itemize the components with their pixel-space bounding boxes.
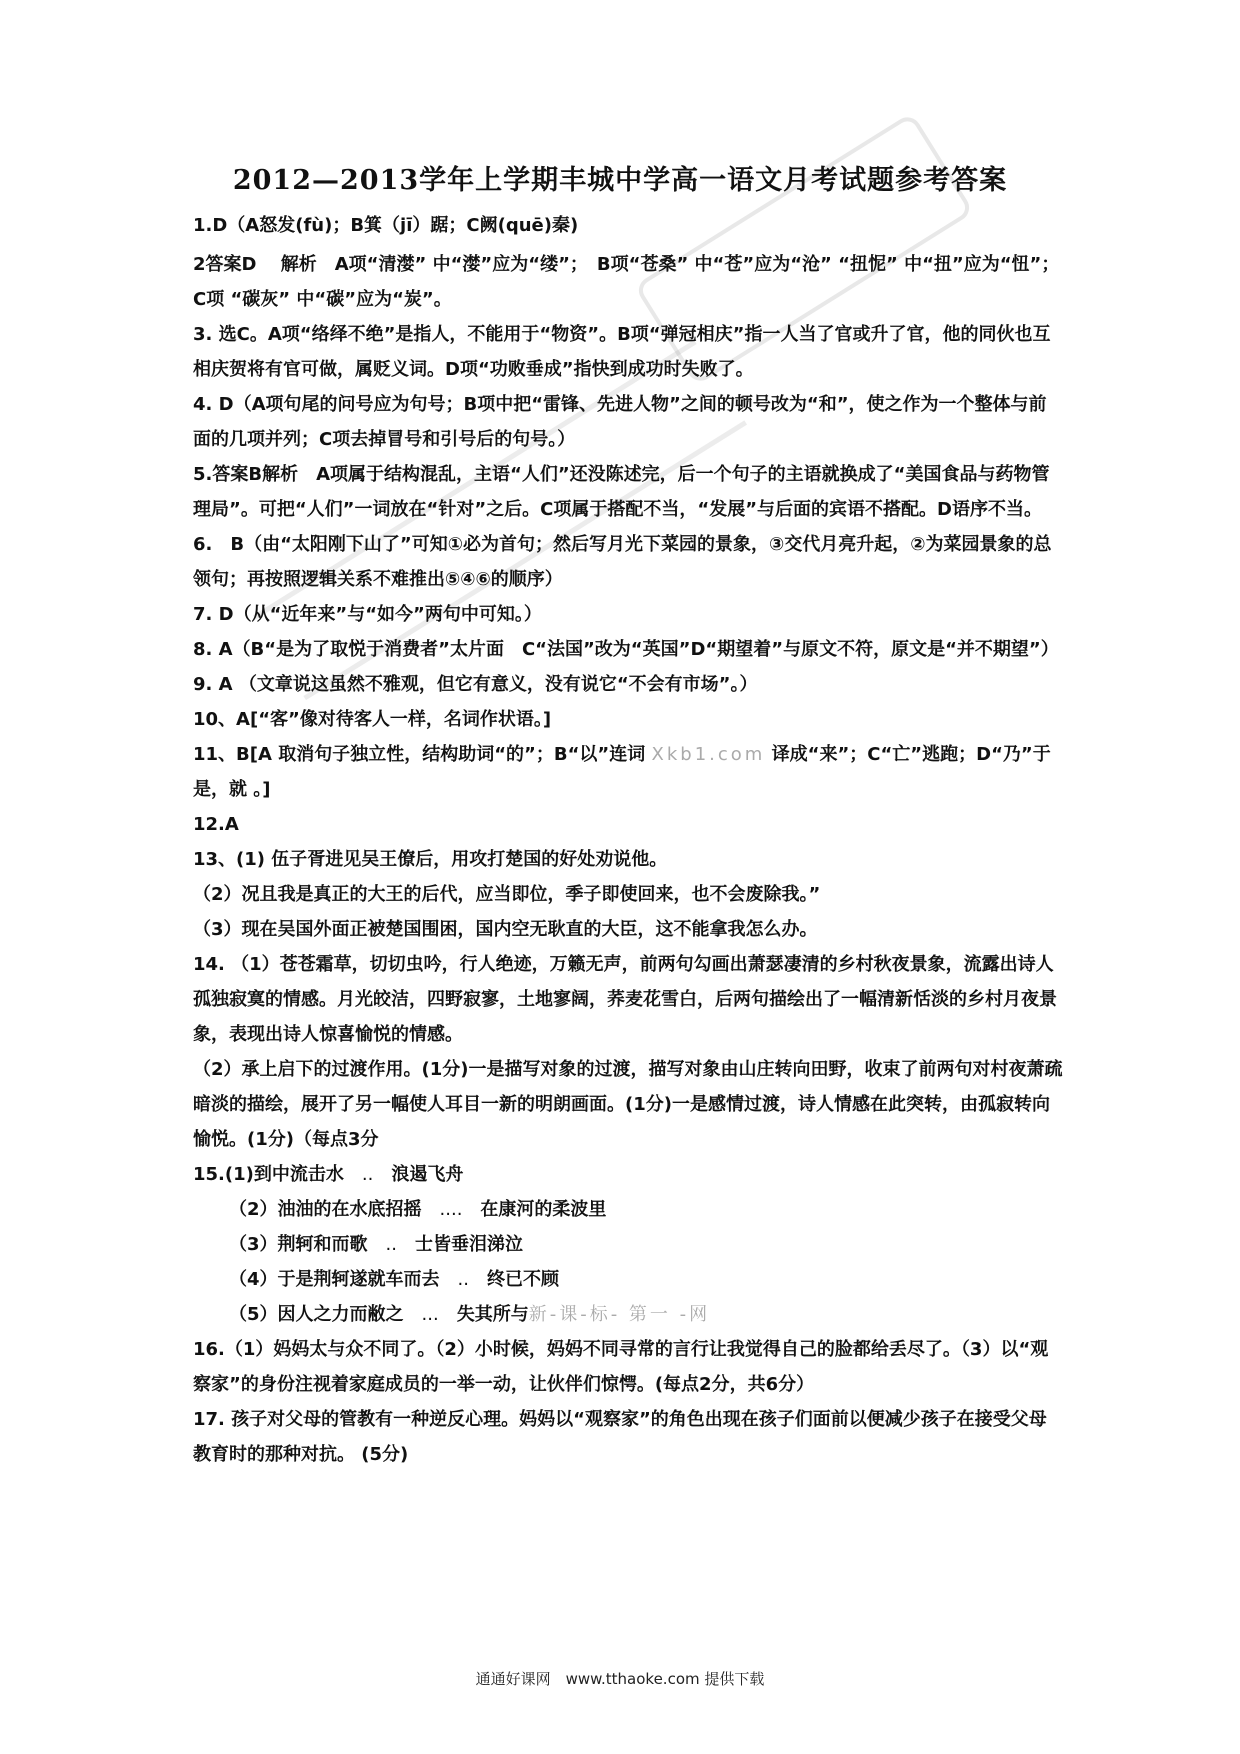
page-title: 2012—2013学年上学期丰城中学高一语文月考试题参考答案 <box>232 165 1008 196</box>
answer-9: 9. A （文章说这虽然不雅观，但它有意义，没有说它“不会有市场”。） <box>193 674 758 695</box>
answer-12: 12.A <box>193 814 239 835</box>
answer-5: 5.答案B解析 A项属于结构混乱，主语“人们”还没陈述完，后一个句子的主语就换成了“美国食品与药物管理局”。可把“人们”一词放在“针对”之后。C项属于搭配不当，“发展”与后面的宾语不搭配。D语序不当。 <box>193 464 1050 520</box>
answer-15-4a: （4）于是荆轲遂就车而去 <box>229 1269 440 1290</box>
answer-13-line-2: （2）况且我是真正的大王的后代，应当即位，季子即使回来，也不会废除我。” <box>193 884 821 905</box>
answer-15-lead: 15. <box>193 1164 225 1185</box>
answer-15-4b: 终已不顾 <box>486 1269 559 1290</box>
answer-13-line-1: 13、(1) 伍子胥进见吴王僚后，用攻打楚国的好处劝说他。 <box>193 849 668 870</box>
answer-15-line-2 <box>193 1192 1063 1227</box>
answer-15-line-5 <box>193 1297 1063 1332</box>
answer-4: 4. D（A项句尾的问号应为句号；B项中把“雷锋、先进人物”之间的顿号改为“和”，使之作为一个整体与前面的几项并列；C项去掉冒号和引号后的句号。） <box>193 394 1047 450</box>
answer-7: 7. D（从“近年来”与“如今”两句中可知。） <box>193 604 542 625</box>
page-footer: 通通好课网 www.tthaoke.com 提供下载 <box>475 1670 765 1688</box>
answers-body <box>193 208 1063 1472</box>
answer-10: 10、A[“客”像对待客人一样，名词作状语。] <box>193 709 552 730</box>
answer-11 <box>193 737 1063 807</box>
answer-15-2-dots: .... <box>421 1199 481 1220</box>
answer-15-3a: （3）荆轲和而歌 <box>229 1234 368 1255</box>
answer-13-line-3: （3）现在吴国外面正被楚国围困，国内空无耿直的大臣，这不能拿我怎么办。 <box>193 919 818 940</box>
answer-11-part1: 11、B[A 取消句子独立性，结构助词“的”；B“以”连词 <box>193 744 646 765</box>
answer-16: 16.（1）妈妈太与众不同了。（2）小时候，妈妈不同寻常的言行让我觉得自己的脸都给丢尽了。（3）以“观察家”的身份注视着家庭成员的一举一动，让伙伴们惊愕。(每点2分，共6分） <box>193 1339 1049 1395</box>
inline-watermark: Xkb1.com <box>651 744 766 765</box>
answer-17: 17. 孩子对父母的管教有一种逆反心理。妈妈以“观察家”的角色出现在孩子们面前以便减少孩子在接受父母教育时的那种对抗。 (5分) <box>193 1409 1047 1465</box>
answer-11-part2: 译成“来”；C“亡”逃跑；D“乃”于是，就 。] <box>193 744 1051 800</box>
answer-2: 2答案D 解析 A项“清漤” 中“漤”应为“缕”； B项“苍桑” 中“苍”应为“沧” “扭怩” 中“扭”应为“忸”；C项 “碳灰” 中“碳”应为“炭”。 <box>193 254 1060 310</box>
answer-15-line-4 <box>193 1262 1063 1297</box>
answer-15-1a: (1)到中流击水 <box>224 1164 344 1185</box>
answer-15-line-3 <box>193 1227 1063 1262</box>
answer-15-line-1 <box>193 1157 1063 1192</box>
answer-15-3-dots: .. <box>367 1234 415 1255</box>
answer-1: 1.D（A怒发(fù)；B箕（jī）踞；C阙(quē)秦) <box>193 215 579 236</box>
answer-15-3b: 士皆垂泪涕泣 <box>414 1234 523 1255</box>
answer-8: 8. A（B“是为了取悦于消费者”太片面 C“法国”改为“英国”D“期望着”与原文不符，原文是“并不期望”） <box>193 639 1059 660</box>
answer-14-part-2: （2）承上启下的过渡作用。(1分)一是描写对象的过渡，描写对象由山庄转向田野，收束了前两句对村夜萧疏暗淡的描绘，展开了另一幅使人耳目一新的明朗画面。(1分)一是感情过渡，诗人情感在此突转，由孤寂转向愉悦。(1分)（每点3分 <box>193 1059 1063 1150</box>
answer-15-5b: 失其所与 <box>456 1304 529 1325</box>
answer-15-4-dots: .. <box>439 1269 487 1290</box>
answer-3: 3. 选C。A项“络绎不绝”是指人，不能用于“物资”。B项“弹冠相庆”指一人当了官或升了官，他的同伙也互相庆贺将有官可做，属贬义词。D项“功败垂成”指快到成功时失败了。 <box>193 324 1051 380</box>
answer-15-2a: （2）油油的在水底招摇 <box>229 1199 422 1220</box>
answer-14-part-1: 14. （1）苍苍霜草，切切虫吟，行人绝迹，万籁无声，前两句勾画出萧瑟凄清的乡村秋夜景象，流露出诗人孤独寂寞的情感。月光皎洁，四野寂寥，土地寥阔，荞麦花雪白，后两句描绘出了一幅清新恬淡的乡村月夜景象，表现出诗人惊喜愉悦的情感。 <box>193 954 1057 1045</box>
answer-15-1b: 浪遏飞舟 <box>391 1164 464 1185</box>
answer-15-5a: （5）因人之力而敝之 <box>229 1304 404 1325</box>
answer-6: 6. B（由“太阳刚下山了”可知①必为首句；然后写月光下菜园的景象，③交代月亮升起，②为菜园景象的总领句；再按照逻辑关系不难推出⑤④⑥的顺序） <box>193 534 1052 590</box>
answer-15-5-dots: ... <box>403 1304 457 1325</box>
inline-watermark-2: 新-课-标- 第一 -网 <box>528 1304 711 1325</box>
answer-15-1-dots: .. <box>343 1164 392 1185</box>
answer-15-2b: 在康河的柔波里 <box>480 1199 607 1220</box>
